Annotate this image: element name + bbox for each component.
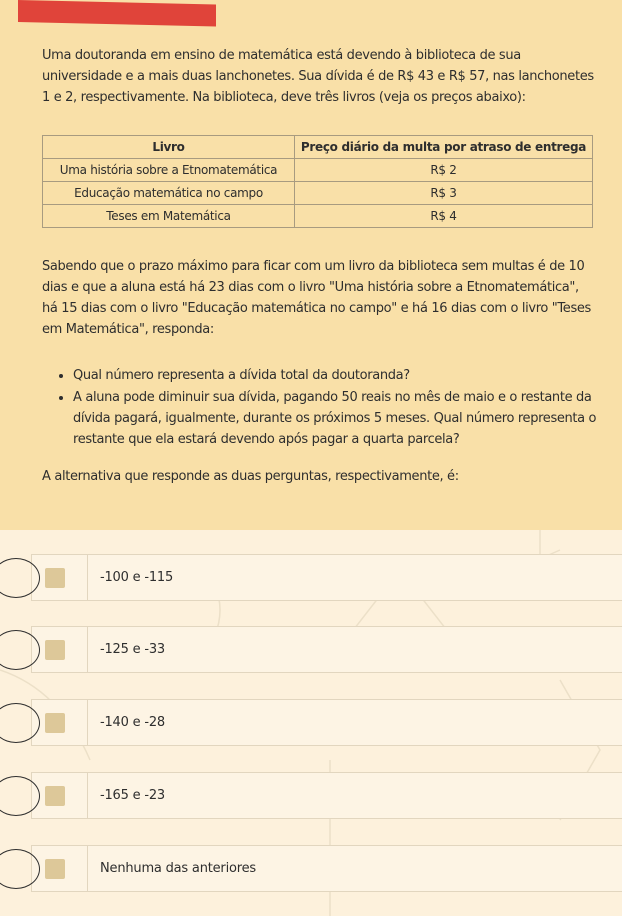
bullet-item: • Qual número representa a dívida total da doutoranda? bbox=[73, 365, 622, 386]
option-divider bbox=[87, 773, 88, 818]
table-header-book: Livro bbox=[43, 136, 295, 159]
table-cell-fine: R$ 2 bbox=[295, 159, 593, 182]
radio-icon[interactable] bbox=[0, 849, 40, 889]
checkbox-icon[interactable] bbox=[45, 859, 65, 879]
table-header-fine: Preço diário da multa por atraso de entrega bbox=[295, 136, 593, 159]
option-divider bbox=[87, 627, 88, 672]
answer-option-c[interactable] bbox=[31, 699, 622, 746]
answer-option-d[interactable] bbox=[31, 772, 622, 819]
table-row bbox=[43, 205, 593, 228]
option-label: -165 e -23 bbox=[100, 788, 165, 803]
table-row bbox=[43, 182, 593, 205]
table-cell-fine: R$ 4 bbox=[295, 205, 593, 228]
option-label: Nenhuma das anteriores bbox=[100, 861, 256, 876]
question-prompt: A alternativa que responde as duas perguntas, respectivamente, é: bbox=[42, 469, 459, 484]
checkbox-icon[interactable] bbox=[45, 640, 65, 660]
table-cell-book: Uma história sobre a Etnomatemática bbox=[43, 159, 295, 182]
option-label: -140 e -28 bbox=[100, 715, 165, 730]
question-bullets bbox=[42, 365, 622, 451]
fines-table bbox=[42, 135, 593, 228]
answer-option-e[interactable] bbox=[31, 845, 622, 892]
question-intro: Uma doutoranda em ensino de matemática está devendo à biblioteca de sua universidade e a mais duas lanchonetes. Sua dívida é de R$ 43 e R$ 57, nas lanchonetes 1 e 2, respectivamente. Na biblioteca, deve três livros (veja os preços abaixo): bbox=[42, 48, 594, 105]
checkbox-icon[interactable] bbox=[45, 568, 65, 588]
option-divider bbox=[87, 700, 88, 745]
checkbox-icon[interactable] bbox=[45, 786, 65, 806]
question-body: Sabendo que o prazo máximo para ficar com um livro da biblioteca sem multas é de 10 dias e que a aluna está há 23 dias com o livro "Uma história sobre a Etnomatemática", há 15 dias com o livro "Educação matemática no campo" e há 16 dias com o livro "Teses em Matemática", responda: bbox=[42, 259, 591, 337]
radio-icon[interactable] bbox=[0, 558, 40, 598]
answer-option-b[interactable] bbox=[31, 626, 622, 673]
bullet-item: • A aluna pode diminuir sua dívida, pagando 50 reais no mês de maio e o restante da dívida pagará, igualmente, durante os próximos 5 meses. Qual número representa o restante que ela estará devendo após pagar a quarta parcela? bbox=[73, 387, 622, 450]
radio-icon[interactable] bbox=[0, 630, 40, 670]
answer-option-a[interactable] bbox=[31, 554, 622, 601]
checkbox-icon[interactable] bbox=[45, 713, 65, 733]
table-header-row bbox=[43, 136, 593, 159]
option-divider bbox=[87, 846, 88, 891]
red-ribbon bbox=[18, 0, 216, 26]
option-label: -100 e -115 bbox=[100, 570, 174, 585]
table-row bbox=[43, 159, 593, 182]
option-label: -125 e -33 bbox=[100, 642, 165, 657]
table-cell-book: Educação matemática no campo bbox=[43, 182, 295, 205]
radio-icon[interactable] bbox=[0, 776, 40, 816]
table-cell-book: Teses em Matemática bbox=[43, 205, 295, 228]
radio-icon[interactable] bbox=[0, 703, 40, 743]
option-divider bbox=[87, 555, 88, 600]
table-cell-fine: R$ 3 bbox=[295, 182, 593, 205]
